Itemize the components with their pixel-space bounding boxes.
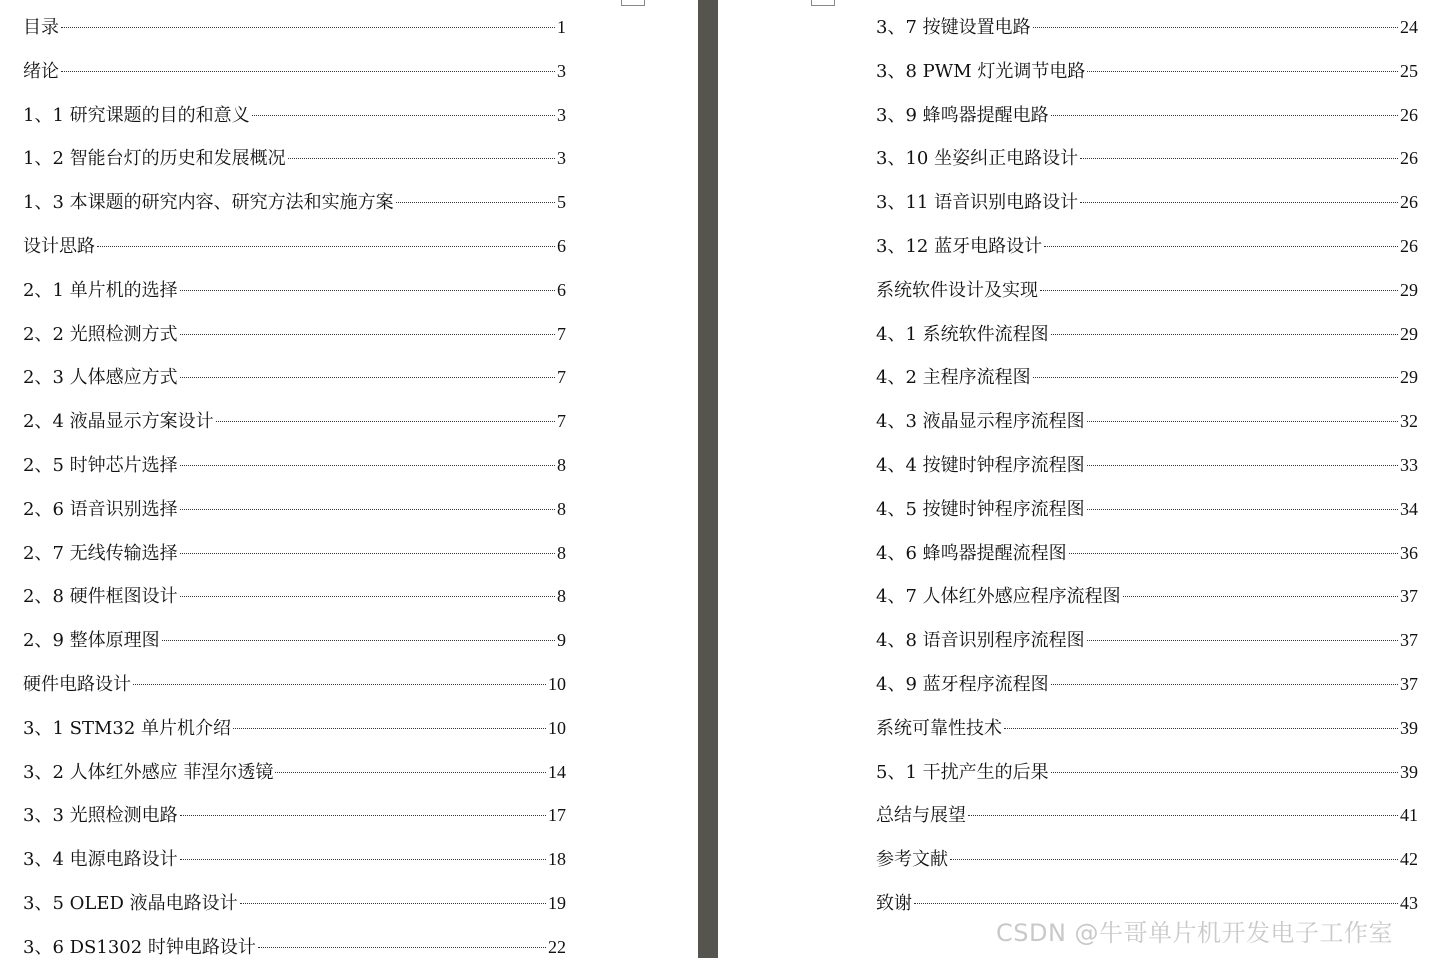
toc-entry-title: 4、3 液晶显示程序流程图 [876, 411, 1085, 433]
toc-entry-title: 1、3 本课题的研究内容、研究方法和实施方案 [23, 192, 394, 214]
toc-entry-page-number: 8 [557, 586, 566, 607]
toc-dot-leader [97, 246, 555, 247]
toc-entry-page-number: 14 [548, 761, 566, 782]
toc-entry[interactable] [23, 532, 566, 576]
toc-entry[interactable] [876, 356, 1418, 400]
toc-entry-title: 目录 [23, 17, 59, 38]
toc-dot-leader [233, 728, 546, 729]
toc-entry-page-number: 29 [1400, 279, 1418, 300]
toc-entry-page-number: 29 [1400, 367, 1418, 388]
toc-dot-leader [1044, 246, 1398, 247]
toc-dot-leader [1051, 684, 1398, 685]
toc-entry-title: 总结与展望 [876, 805, 966, 827]
toc-entry-page-number: 7 [557, 323, 566, 344]
toc-entry-page-number: 18 [548, 849, 566, 870]
toc-entry[interactable] [23, 444, 566, 488]
toc-entry-title: 2、2 光照检测方式 [23, 323, 178, 345]
toc-entry[interactable] [23, 794, 566, 838]
toc-entry-title: 3、4 电源电路设计 [23, 849, 178, 871]
toc-entry-title: 2、6 语音识别选择 [23, 498, 178, 520]
toc-entry-title: 4、7 人体红外感应程序流程图 [876, 586, 1121, 608]
toc-entry-title: 2、8 硬件框图设计 [23, 586, 178, 608]
toc-dot-leader [61, 27, 555, 28]
toc-dot-leader [1087, 509, 1398, 510]
toc-entry-title: 3、12 蓝牙电路设计 [876, 235, 1043, 257]
toc-entry-page-number: 37 [1400, 586, 1418, 607]
toc-entry-title: 2、9 整体原理图 [23, 630, 160, 652]
toc-entry-title: 4、9 蓝牙程序流程图 [876, 673, 1049, 695]
toc-entry[interactable] [876, 6, 1418, 50]
toc-entry-title: 2、3 人体感应方式 [23, 367, 178, 389]
toc-entry-page-number: 42 [1400, 849, 1418, 870]
toc-entry-page-number: 26 [1400, 235, 1418, 256]
toc-entry-title: 致谢 [876, 892, 912, 914]
toc-entry[interactable] [23, 94, 566, 138]
toc-entry[interactable] [23, 882, 566, 926]
toc-entry-title: 3、6 DS1302 时钟电路设计 [23, 936, 256, 958]
table-of-contents-left [23, 6, 566, 970]
toc-dot-leader [258, 947, 546, 948]
toc-dot-leader [1087, 465, 1398, 466]
toc-dot-leader [180, 465, 555, 466]
toc-entry-title: 设计思路 [23, 235, 95, 257]
toc-entry[interactable] [23, 619, 566, 663]
toc-entry[interactable] [23, 707, 566, 751]
toc-entry-title: 3、1 STM32 单片机介绍 [23, 717, 232, 739]
toc-dot-leader [950, 859, 1398, 860]
toc-entry[interactable] [23, 181, 566, 225]
toc-dot-leader [396, 202, 555, 203]
toc-entry[interactable] [23, 575, 566, 619]
toc-entry[interactable] [23, 313, 566, 357]
toc-entry-title: 3、2 人体红外感应 菲涅尔透镜 [23, 761, 274, 783]
toc-dot-leader [180, 859, 546, 860]
toc-entry-page-number: 26 [1400, 148, 1418, 169]
toc-entry-page-number: 6 [557, 279, 566, 300]
toc-dot-leader [180, 509, 555, 510]
toc-dot-leader [61, 71, 555, 72]
toc-dot-leader [180, 290, 555, 291]
toc-entry-page-number: 43 [1400, 892, 1418, 913]
toc-entry[interactable] [876, 751, 1418, 795]
toc-entry[interactable] [876, 269, 1418, 313]
toc-dot-leader [1080, 158, 1398, 159]
toc-entry[interactable] [876, 94, 1418, 138]
toc-entry-title: 系统可靠性技术 [876, 717, 1002, 739]
toc-entry-title: 参考文献 [876, 849, 948, 871]
toc-entry[interactable] [876, 50, 1418, 94]
toc-entry-page-number: 37 [1400, 673, 1418, 694]
toc-entry-page-number: 33 [1400, 454, 1418, 475]
toc-dot-leader [1004, 728, 1398, 729]
toc-dot-leader [1087, 640, 1398, 641]
toc-entry-title: 绪论 [23, 60, 59, 82]
toc-entry-title: 3、7 按键设置电路 [876, 17, 1031, 38]
toc-dot-leader [180, 596, 555, 597]
toc-entry-page-number: 37 [1400, 630, 1418, 651]
toc-entry[interactable] [23, 6, 566, 50]
toc-entry[interactable] [876, 707, 1418, 751]
toc-entry-page-number: 10 [548, 673, 566, 694]
page-corner-mark [811, 0, 835, 6]
toc-entry[interactable] [23, 50, 566, 94]
toc-entry-page-number: 1 [557, 17, 566, 37]
toc-dot-leader [1040, 290, 1398, 291]
toc-entry[interactable] [876, 794, 1418, 838]
toc-entry[interactable] [876, 838, 1418, 882]
toc-dot-leader [288, 158, 555, 159]
toc-dot-leader [1080, 202, 1398, 203]
toc-entry-page-number: 26 [1400, 192, 1418, 213]
toc-dot-leader [275, 772, 546, 773]
toc-dot-leader [180, 815, 546, 816]
toc-entry-title: 4、2 主程序流程图 [876, 367, 1031, 389]
toc-entry-title: 2、1 单片机的选择 [23, 279, 178, 301]
toc-entry-title: 硬件电路设计 [23, 673, 131, 695]
toc-dot-leader [1051, 115, 1398, 116]
table-of-contents-right [876, 6, 1418, 926]
toc-entry-title: 3、8 PWM 灯光调节电路 [876, 60, 1086, 82]
toc-entry-title: 1、2 智能台灯的历史和发展概况 [23, 148, 286, 170]
toc-entry-page-number: 17 [548, 805, 566, 826]
toc-dot-leader [1051, 334, 1398, 335]
toc-entry[interactable] [23, 225, 566, 269]
toc-dot-leader [216, 421, 555, 422]
toc-entry-title: 4、4 按键时钟程序流程图 [876, 454, 1085, 476]
toc-entry[interactable] [23, 400, 566, 444]
toc-entry-page-number: 22 [548, 936, 566, 957]
toc-entry-title: 2、7 无线传输选择 [23, 542, 178, 564]
toc-dot-leader [240, 903, 546, 904]
toc-dot-leader [180, 553, 555, 554]
toc-entry-title: 3、10 坐姿纠正电路设计 [876, 148, 1079, 170]
toc-dot-leader [968, 815, 1398, 816]
toc-dot-leader [252, 115, 555, 116]
toc-entry-page-number: 3 [557, 148, 566, 169]
toc-entry-page-number: 8 [557, 454, 566, 475]
toc-entry-page-number: 39 [1400, 717, 1418, 738]
toc-entry-title: 4、1 系统软件流程图 [876, 323, 1049, 345]
toc-entry-page-number: 32 [1400, 411, 1418, 432]
toc-dot-leader [1033, 27, 1398, 28]
toc-entry-title: 3、9 蜂鸣器提醒电路 [876, 104, 1049, 126]
toc-entry-page-number: 25 [1400, 60, 1418, 81]
toc-entry[interactable] [23, 663, 566, 707]
toc-entry-title: 2、5 时钟芯片选择 [23, 454, 178, 476]
toc-dot-leader [1087, 421, 1398, 422]
toc-entry-title: 4、8 语音识别程序流程图 [876, 630, 1085, 652]
toc-entry-title: 3、11 语音识别电路设计 [876, 192, 1079, 214]
toc-entry[interactable] [23, 488, 566, 532]
toc-entry-page-number: 7 [557, 367, 566, 388]
toc-entry[interactable] [876, 488, 1418, 532]
toc-entry[interactable] [876, 225, 1418, 269]
toc-dot-leader [1069, 553, 1398, 554]
toc-entry[interactable] [876, 181, 1418, 225]
toc-dot-leader [914, 903, 1398, 904]
toc-dot-leader [180, 377, 555, 378]
toc-entry-page-number: 6 [557, 235, 566, 256]
toc-entry-page-number: 8 [557, 542, 566, 563]
toc-entry-page-number: 34 [1400, 498, 1418, 519]
toc-entry[interactable] [876, 532, 1418, 576]
toc-entry-page-number: 10 [548, 717, 566, 738]
toc-entry-title: 系统软件设计及实现 [876, 279, 1038, 301]
toc-dot-leader [1051, 772, 1398, 773]
toc-entry-page-number: 24 [1400, 17, 1418, 37]
toc-dot-leader [1033, 377, 1398, 378]
toc-entry[interactable] [23, 751, 566, 795]
toc-entry-page-number: 9 [557, 630, 566, 651]
toc-entry-page-number: 41 [1400, 805, 1418, 826]
toc-entry-title: 2、4 液晶显示方案设计 [23, 411, 214, 433]
toc-entry[interactable] [876, 575, 1418, 619]
toc-entry[interactable] [23, 356, 566, 400]
toc-entry-page-number: 39 [1400, 761, 1418, 782]
toc-entry[interactable] [876, 313, 1418, 357]
toc-dot-leader [1123, 596, 1398, 597]
toc-entry-page-number: 26 [1400, 104, 1418, 125]
toc-entry-title: 4、5 按键时钟程序流程图 [876, 498, 1085, 520]
toc-entry[interactable] [876, 137, 1418, 181]
toc-entry[interactable] [876, 663, 1418, 707]
toc-entry[interactable] [23, 137, 566, 181]
toc-dot-leader [1087, 71, 1398, 72]
toc-entry[interactable] [876, 400, 1418, 444]
toc-entry-page-number: 3 [557, 60, 566, 81]
page-corner-mark [621, 0, 645, 6]
toc-entry-page-number: 8 [557, 498, 566, 519]
toc-entry-page-number: 36 [1400, 542, 1418, 563]
watermark-text: CSDN @牛哥单片机开发电子工作室 [996, 919, 1394, 947]
toc-entry-title: 3、3 光照检测电路 [23, 805, 178, 827]
toc-entry[interactable] [876, 619, 1418, 663]
page-gutter [698, 0, 718, 958]
toc-dot-leader [133, 684, 546, 685]
toc-entry-page-number: 5 [557, 192, 566, 213]
toc-entry-page-number: 7 [557, 411, 566, 432]
toc-entry-page-number: 19 [548, 892, 566, 913]
toc-entry-page-number: 29 [1400, 323, 1418, 344]
toc-entry[interactable] [23, 838, 566, 882]
toc-dot-leader [180, 334, 555, 335]
toc-entry-title: 1、1 研究课题的目的和意义 [23, 104, 250, 126]
toc-entry[interactable] [876, 444, 1418, 488]
toc-entry-page-number: 3 [557, 104, 566, 125]
toc-entry[interactable] [23, 269, 566, 313]
toc-dot-leader [162, 640, 555, 641]
toc-entry-title: 3、5 OLED 液晶电路设计 [23, 892, 238, 914]
toc-entry-title: 5、1 干扰产生的后果 [876, 761, 1049, 783]
toc-entry-title: 4、6 蜂鸣器提醒流程图 [876, 542, 1067, 564]
toc-entry[interactable] [23, 926, 566, 970]
